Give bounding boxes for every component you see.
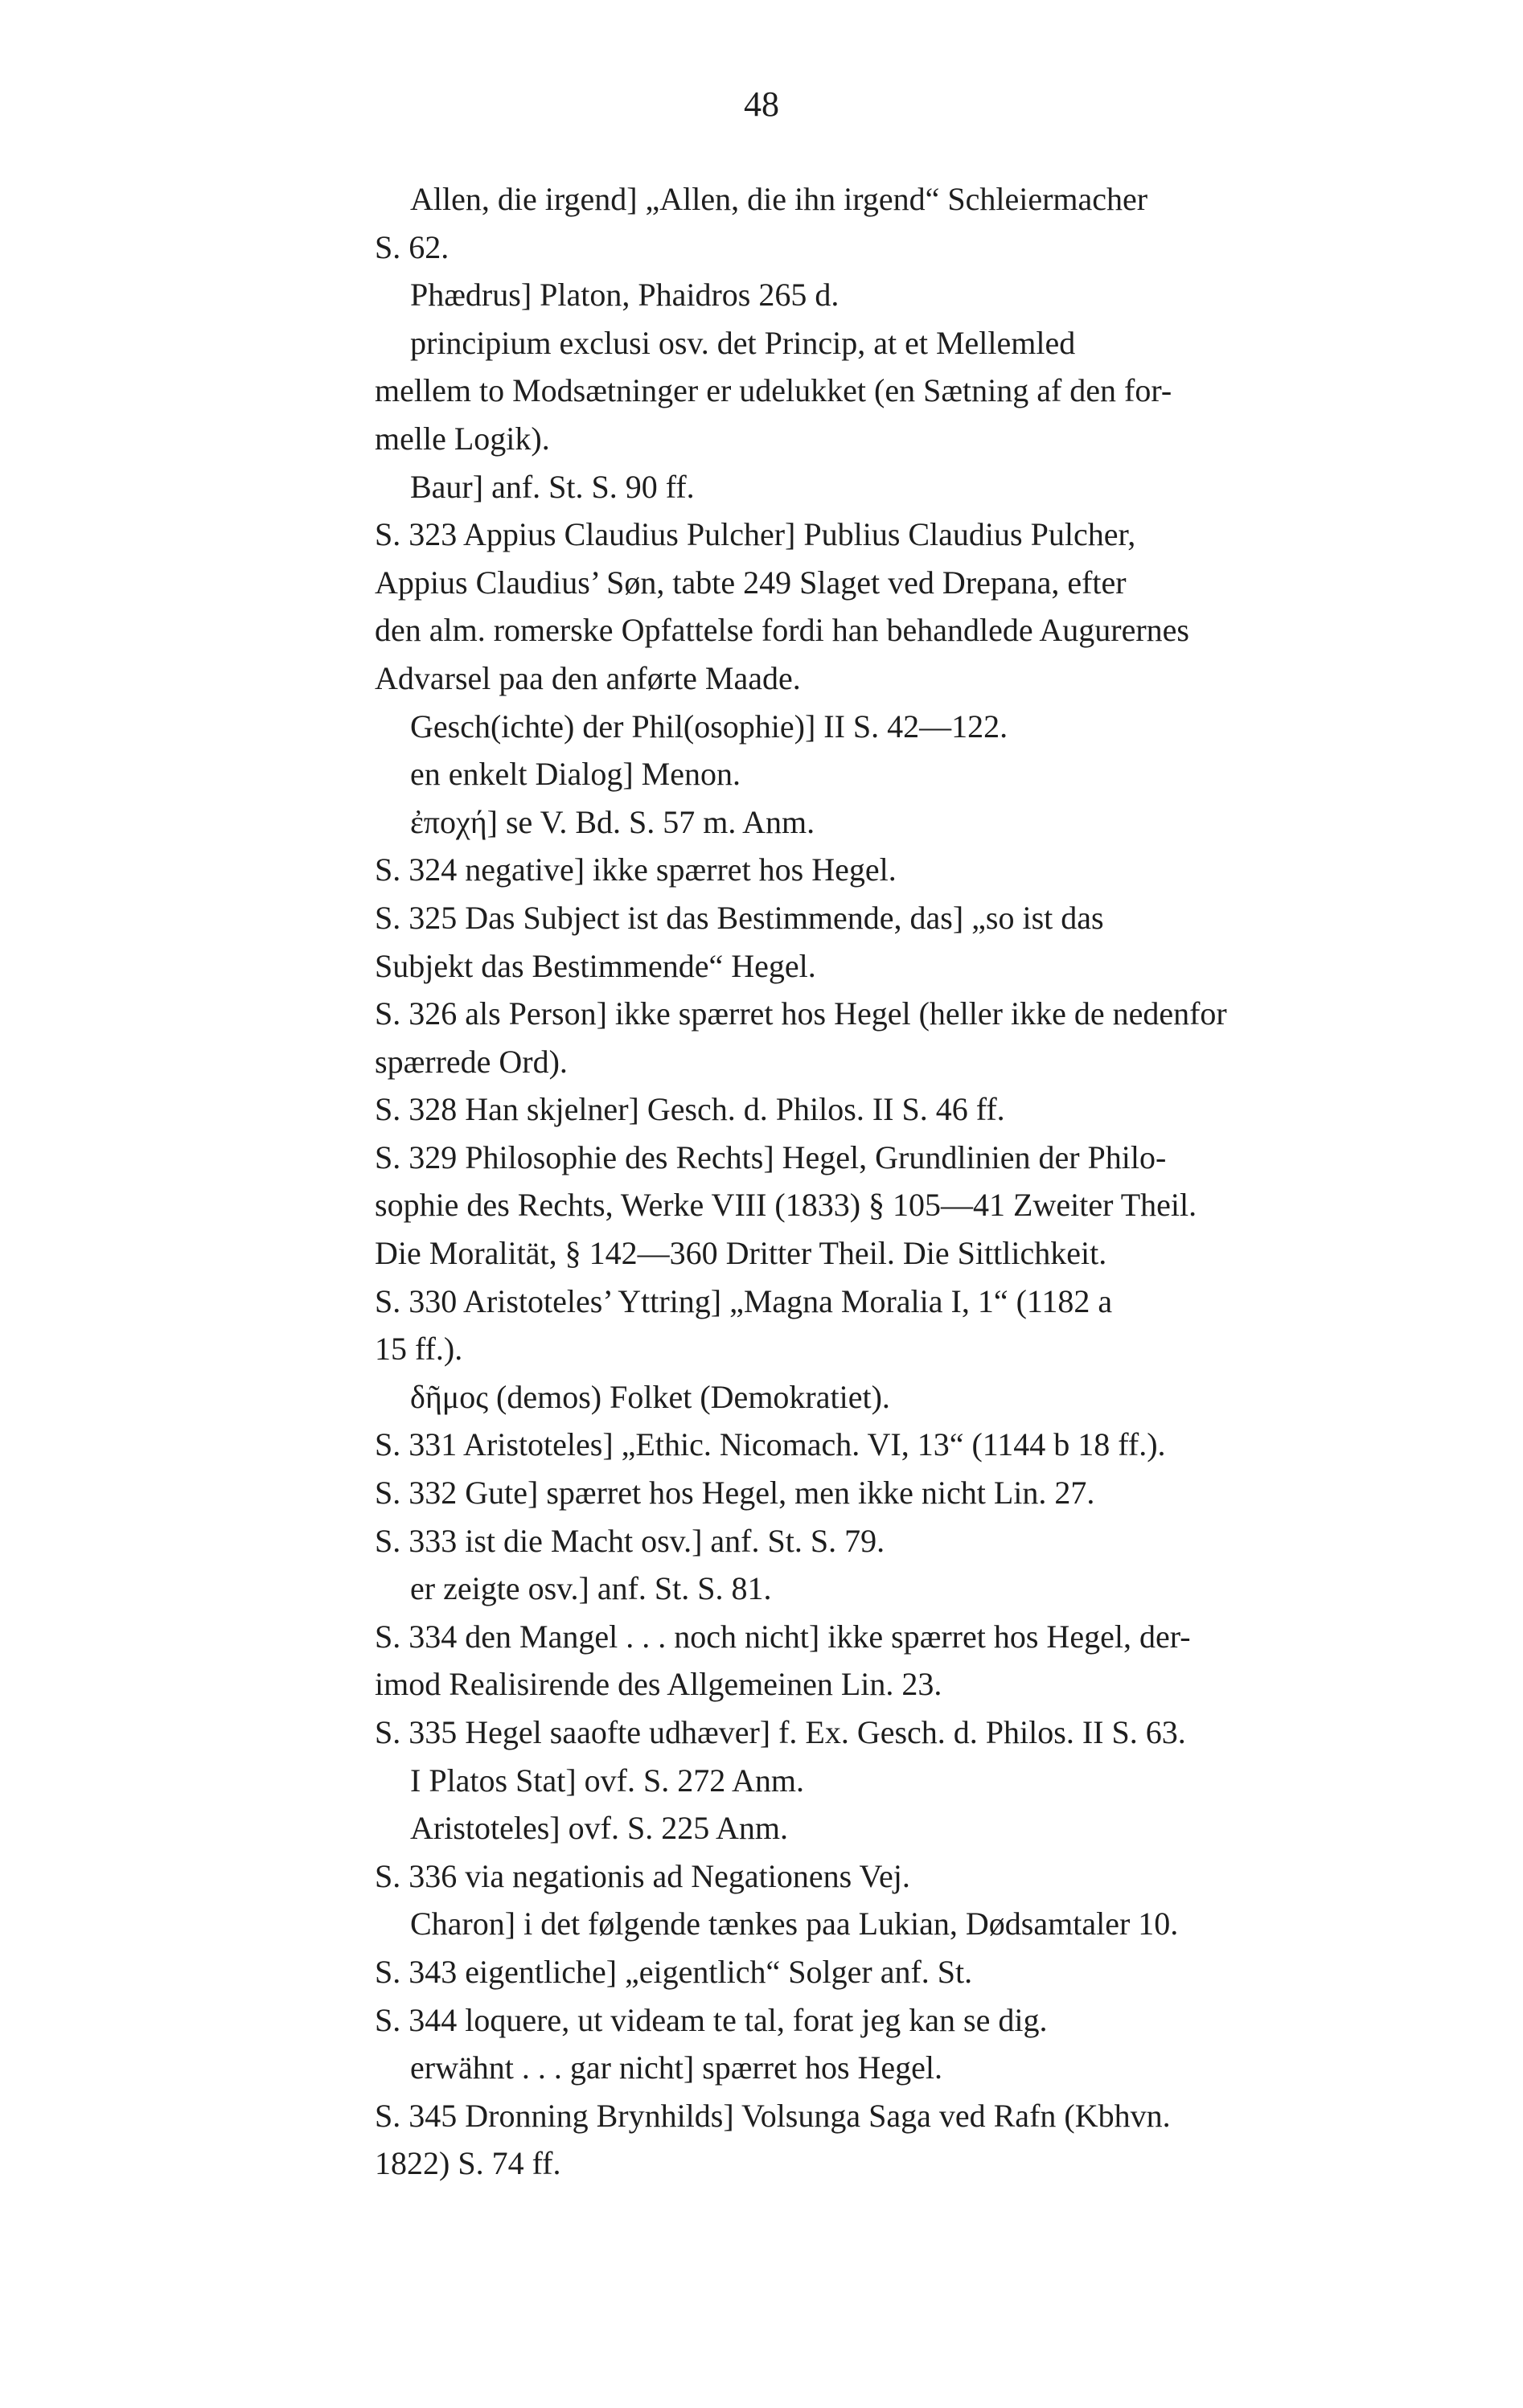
note-line: S. 62. [375,228,450,265]
note-line: S. 331 Aristoteles] „Ethic. Nicomach. VI, 13“ (1144 b 18 ff.). [375,1426,1166,1463]
note-line: 1822) S. 74 ff. [375,2145,561,2182]
note-line: Appius Claudius’ Søn, tabte 249 Slaget ved Drepana, efter [375,564,1127,601]
note-line: ἐποχή] se V. Bd. S. 57 m. Anm. [410,803,815,840]
note-line: S. 343 eigentliche] „eigentlich“ Solger anf. St. [375,1953,973,1990]
note-line: S. 323 Appius Claudius Pulcher] Publius Claudius Pulcher, [375,516,1136,553]
commentary-notes [375,175,1420,2188]
note-line: S. 333 ist die Macht osv.] anf. St. S. 79. [375,1522,885,1559]
note-line: δῆμος (demos) Folket (Demokratiet). [410,1378,890,1415]
note-line: S. 334 den Mangel . . . noch nicht] ikke spærret hos Hegel, der- [375,1618,1191,1655]
note-line: en enkelt Dialog] Menon. [410,756,741,793]
note-line: S. 328 Han skjelner] Gesch. d. Philos. II S. 46 ff. [375,1091,1005,1128]
note-line: S. 325 Das Subject ist das Bestimmende, das] „so ist das [375,899,1104,936]
note-line: Gesch(ichte) der Phil(osophie)] II S. 42—122. [410,708,1008,745]
note-line: mellem to Modsætninger er udelukket (en Sætning af den for- [375,372,1172,409]
note-line: Baur] anf. St. S. 90 ff. [410,468,695,505]
note-line: S. 345 Dronning Brynhilds] Volsunga Saga ved Rafn (Kbhvn. [375,2097,1171,2134]
note-line: S. 335 Hegel saaofte udhæver] f. Ex. Gesch. d. Philos. II S. 63. [375,1714,1186,1750]
note-line: imod Realisirende des Allgemeinen Lin. 23. [375,1666,942,1703]
note-line: Advarsel paa den anførte Maade. [375,659,801,696]
note-line: Aristoteles] ovf. S. 225 Anm. [410,1810,788,1847]
note-line: er zeigte osv.] anf. St. S. 81. [410,1570,772,1607]
note-line: Phædrus] Platon, Phaidros 265 d. [410,277,839,314]
note-line: S. 336 via negationis ad Negationens Vej. [375,1857,910,1894]
note-line: melle Logik). [375,420,550,457]
note-line: I Platos Stat] ovf. S. 272 Anm. [410,1762,805,1799]
page-number: 48 [744,84,779,124]
note-line: S. 324 negative] ikke spærret hos Hegel. [375,851,897,888]
note-line: S. 330 Aristoteles’ Yttring] „Magna Moralia I, 1“ (1182 a [375,1282,1113,1319]
note-line: principium exclusi osv. det Princip, at et Mellemled [410,324,1076,361]
note-line: 15 ff.). [375,1331,463,1368]
note-line: S. 329 Philosophie des Rechts] Hegel, Grundlinien der Philo- [375,1138,1167,1175]
note-line: S. 326 als Person] ikke spærret hos Hegel (heller ikke de nedenfor [375,995,1227,1032]
note-line: S. 344 loquere, ut videam te tal, forat jeg kan se dig. [375,2001,1048,2038]
note-line: erwähnt . . . gar nicht] spærret hos Hegel. [410,2049,943,2086]
note-line: spærrede Ord). [375,1043,568,1080]
note-line: S. 332 Gute] spærret hos Hegel, men ikke nicht Lin. 27. [375,1475,1095,1512]
note-line: Allen, die irgend] „Allen, die ihn irgend“ Schleiermacher [410,181,1148,217]
note-line: Charon] i det følgende tænkes paa Lukian, Dødsamtaler 10. [410,1905,1179,1942]
note-line: den alm. romerske Opfattelse fordi han behandlede Augurernes [375,612,1189,649]
note-line: Die Moralität, § 142—360 Dritter Theil. Die Sittlichkeit. [375,1235,1107,1272]
note-line: Subjekt das Bestimmende“ Hegel. [375,947,816,984]
note-line: sophie des Rechts, Werke VIII (1833) § 105—41 Zweiter Theil. [375,1187,1197,1224]
